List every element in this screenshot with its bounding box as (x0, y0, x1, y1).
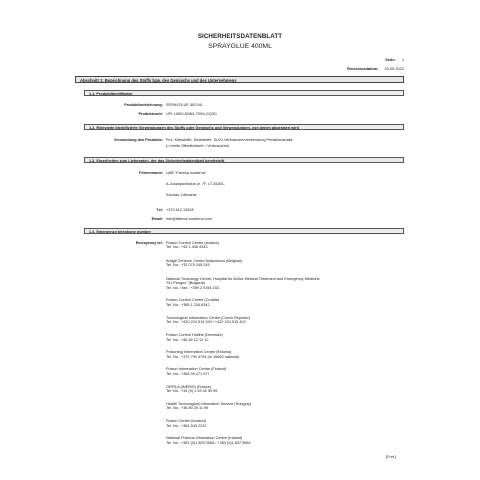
emergency-entry-name: National Poisons Information Centre (Ireland) (166, 436, 243, 440)
company-tel-label: Tel: (156, 208, 163, 212)
page-number (385, 57, 404, 62)
emergency-entry (166, 316, 250, 325)
company-address-line-1: A.Juozapavičiaus pr. 7F, LT-45251, (166, 181, 225, 186)
emergency-entry-tel: Tel. No.: +36 80 20 11 99 (166, 406, 209, 411)
emergency-entry-name: Poison Control Hotline (Denmark) (166, 333, 223, 337)
emergency-entry-name: Antigif Centrum Centre Antipoisons (Belgium) (166, 258, 243, 263)
product-name-label: Produktbezeichnung: (124, 103, 163, 107)
page-label: Seite: (385, 57, 396, 62)
section-1-heading: Abschnitt 1: Bezeichnung des Stoffs bzw. des Gemischs und des Unternehmens (75, 76, 404, 83)
product-use-line-1: Pc1: Klebstoffe, Dichtstoffe. SU21 Verbraucherverwendung Privathaushalte (166, 137, 293, 142)
emergency-entry-tel: Tel. No.: +43 1 406 4343 (166, 245, 208, 250)
emergency-entry (166, 367, 226, 376)
emergency-entry-tel: Tel. No.: +45 82 12 12 12 (166, 337, 209, 342)
emergency-entry (166, 350, 239, 359)
emergency-entry-name: National Toxicology Centre, Hospital for Active Medical Treatment and Emergency Medicine (166, 276, 320, 281)
emergency-entry-tel: Tel. No.: +33 (0) 1 45 42 59 59 (166, 389, 218, 394)
emergency-entry-name: Poison Control Centre (Croatia) (166, 298, 220, 302)
emergency-entry-tel: Tel. No.: +385 1 234 8342 (166, 302, 210, 307)
company-email-value[interactable] (166, 217, 212, 222)
product-use-line-2: (= breite Öffentlichkeit = Verbraucher) (166, 144, 230, 148)
subsection-1-2-heading: 1.2. Relevante identifizierte Verwendungen des Stoffs oder Gemischs und Verwendungen, von denen abgeraten wird (84, 124, 404, 130)
product-code-value: UFI: U800-60W4-700A-GQ3G (166, 111, 217, 116)
emergency-entry-tel: Tel. No.: +372 794 3794 (or 16662 national) (166, 354, 240, 359)
emergency-entry-tel: Tel. No.: +358 09 471 977 (166, 371, 210, 376)
revision-date (347, 66, 404, 71)
company-email-link[interactable]: info@fabrica-moderna.com (166, 216, 212, 221)
emergency-entry-tel: Tel. No.: +354 543 2222 (166, 423, 207, 428)
emergency-entry (166, 259, 242, 268)
company-name-label: Firmenname: (139, 171, 163, 175)
emergency-entry-tel: Tel. No.: +420 224 919 293 / +420 224 915 402 (166, 320, 246, 325)
emergency-entry-name: Poison Control Centre (Austria) (166, 240, 219, 245)
product-title: SPRAYGLUE 400ML (208, 43, 272, 50)
emergency-entry-name: Poisoning Information Centre (Estonia) (166, 350, 232, 354)
emergency-entry (166, 333, 223, 342)
revision-value: 20.05.2022 (384, 66, 404, 71)
emergency-entry-name: Health Toxicological Information Service (Hungary) (166, 401, 252, 406)
company-name-value: UAB "Fabrica moderna" (166, 170, 207, 175)
revision-label: Revisionsdatum: (347, 66, 379, 71)
product-name-value: SPRAYGLUE 400 ML (166, 102, 203, 107)
emergency-entry-name: ORFILA (INERIS) (France) (166, 384, 212, 389)
emergency-entry (166, 419, 206, 428)
continued-marker: [Fort.] (386, 455, 396, 459)
subsection-1-4-heading: 1.4. Emergency telephone number (84, 228, 404, 234)
emergency-entry (166, 241, 219, 250)
emergency-entry (166, 402, 251, 411)
subsection-1-1-heading: 1.1. Produktidentifikator (84, 90, 404, 96)
document-title: SICHERHEITSDATENBLATT (197, 33, 283, 40)
company-tel-value: +370 612 10528 (166, 207, 194, 212)
product-use-label: Verwendung des Produkts: (114, 138, 163, 142)
product-code-label: Produktcode: (138, 112, 163, 116)
emergency-entry-name: Poison Information Centre (Finland) (166, 367, 227, 371)
subsection-1-3-heading: 1.3. Einzelheiten zum Lieferanten, der das Sicherheitsdatenblatt bereitstellt (84, 157, 404, 163)
emergency-entry (166, 385, 217, 394)
emergency-entry (166, 436, 251, 445)
emergency-entry-tel: Tel. No.: +32 070 245 245 (166, 263, 210, 268)
company-email-label: Email: (151, 217, 163, 221)
emergency-entry-name-2: "N.I.Pirogov" (Bulgaria) (166, 281, 205, 286)
emergency-entry-tel: Tel. No.: +353 (0)1 809 2566 / +353 (0)1 837 9964 (166, 440, 251, 445)
page-value: 1 (401, 57, 404, 62)
emergency-entry-name: Toxicological Information Centre (Czech Republic) (166, 315, 251, 320)
emergency-entry-name: Poison Centre (Iceland) (166, 419, 206, 423)
emergency-tel-label: Emergency tel: (135, 241, 163, 245)
emergency-entry-tel: Tel. No. / fax.: +359 2 9154 233 (166, 285, 219, 290)
emergency-entry (166, 277, 320, 291)
emergency-entry (166, 298, 219, 307)
company-address-line-2: Kaunas, Lithuania (166, 193, 197, 197)
